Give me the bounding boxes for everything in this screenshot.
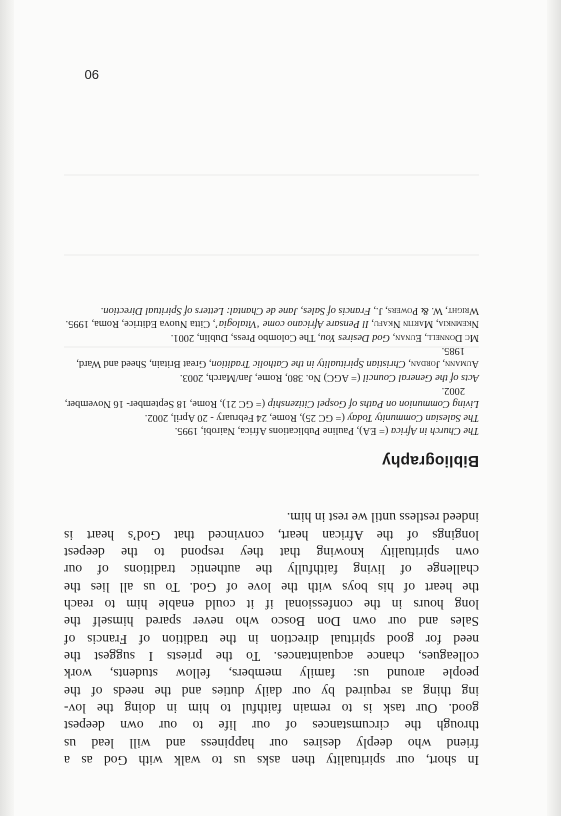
entry-author: Aumann, Jordan, bbox=[405, 358, 479, 370]
entry-details: (= GC 21), Rome, 18 September- 16 November, 2002. bbox=[64, 384, 465, 410]
body-line: people around us: family members, fellow students, work bbox=[64, 666, 479, 682]
body-line: long hours in the confessional if it could enable him to reach bbox=[64, 596, 479, 612]
entry-details: (= GC 25), Rome, 24 February - 20 April, 2002. bbox=[144, 411, 348, 423]
entry-title: The Church in Africa bbox=[390, 424, 479, 436]
entry-author: Wright, W. & Powers, J., bbox=[370, 305, 479, 317]
bibliography-heading: Bibliography bbox=[381, 451, 479, 469]
bibliography-entry bbox=[64, 424, 479, 437]
body-line: challenge of living faithfully the authentic traditions of our bbox=[64, 562, 479, 578]
page-edge-left bbox=[547, 0, 561, 816]
bibliography-entry bbox=[64, 410, 479, 423]
entry-details: (= EA), Pauline Publications Africa, Nairobi, 1995. bbox=[174, 424, 391, 436]
bleed-through-mark bbox=[64, 254, 479, 256]
body-paragraph bbox=[64, 509, 479, 769]
entry-details: . bbox=[100, 305, 104, 317]
body-line: In short, our spirituality then asks us to walk with God as a bbox=[64, 753, 479, 768]
entry-title: The Salesian Community Today bbox=[347, 411, 479, 423]
entry-author: Nkemnkia, Martin Nkafu, bbox=[368, 318, 479, 330]
body-line: ing thing as required by our daily duties and the needs of the bbox=[64, 683, 479, 699]
bibliography-entry bbox=[64, 370, 479, 383]
entry-details: , The Colombo Press, Dublin, 2001. bbox=[170, 331, 321, 343]
body-line: own spirituality knowing that they respond to the deepest bbox=[64, 544, 479, 560]
body-line: Sales and our own Don Bosco who never spared himself the bbox=[64, 614, 479, 630]
page-number: 90 bbox=[84, 67, 99, 82]
entry-title: Christian Spirituality in the Catholic Tradition bbox=[211, 358, 406, 370]
entry-author: Mc Donnell, Eunan, bbox=[390, 331, 479, 343]
entry-title: Acts of the General Council bbox=[362, 371, 479, 383]
body-line: indeed restless until we rest in him. bbox=[286, 510, 479, 526]
body-line: friend who deeply desires our happiness and will lead us bbox=[64, 735, 479, 751]
body-line: colleagues, chance acquaintances. To the priests I suggest the bbox=[64, 648, 479, 664]
entry-details: (= AGC) No. 380, Rome, Jan/March, 2003. bbox=[179, 371, 363, 383]
body-line: the heart of his boys with the love of God. To us all lies the bbox=[64, 579, 479, 595]
body-line: need for good spiritual direction in the tradition of Francis of bbox=[64, 631, 479, 647]
bibliography-entry bbox=[64, 330, 479, 343]
bleed-through-mark bbox=[64, 174, 479, 176]
bibliography-entry bbox=[64, 384, 479, 411]
page-content bbox=[64, 304, 479, 769]
bibliography-list bbox=[64, 304, 479, 437]
bibliography-entry bbox=[64, 304, 479, 317]
entry-title: God Desires You bbox=[320, 331, 391, 343]
bleed-through-mark bbox=[64, 346, 479, 348]
bibliography-entry bbox=[64, 317, 479, 330]
body-line: through the circumstances of our life to our own deepest bbox=[64, 718, 479, 734]
body-line: good. Our task is to remain faithful to him in doing the lov- bbox=[64, 700, 479, 716]
entry-details: , Great Britain, Sheed and Ward, 1985. bbox=[76, 345, 465, 370]
entry-title: Il Pensare Africano come ‘Vitalogia’ bbox=[215, 318, 369, 330]
entry-details: , Citta Nuova Editrice, Roma, 1995. bbox=[65, 318, 216, 330]
entry-title: Living Communion on Paths of Gospel Citizenship bbox=[267, 398, 479, 410]
page-edge-right bbox=[0, 0, 14, 816]
entry-title: Francis of Sales, Jane de Chantal: Letters of Spiritual Direction bbox=[103, 305, 371, 317]
body-line: longings of the African heart, convinced that God’s heart is bbox=[64, 527, 479, 543]
